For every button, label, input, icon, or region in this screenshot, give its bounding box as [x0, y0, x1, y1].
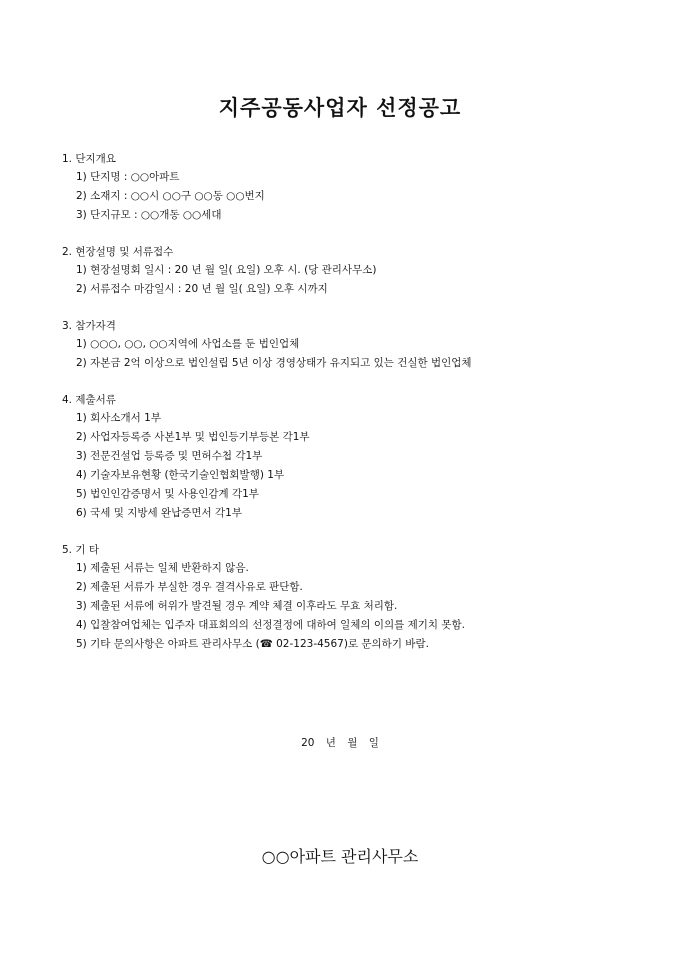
issuer-name: ○○아파트 관리사무소 — [261, 847, 419, 866]
page-title: 지주공동사업자 선정공고 — [218, 96, 462, 120]
list-item: 5) 기타 문의사항은 아파트 관리사무소 (☎ 02-123-4567)로 문의하기 바람. — [76, 638, 429, 650]
section-complex-overview — [62, 150, 642, 225]
list-item: 3) 제출된 서류에 허위가 발견될 경우 계약 체결 이후라도 무효 처리함. — [76, 600, 398, 612]
list-item: 3) 전문건설업 등록증 및 면허수첩 각1부 — [76, 450, 263, 462]
list-item: 4) 기술자보유현황 (한국기술인협회발행) 1부 — [76, 469, 285, 481]
section-heading: 1. 단지개요 — [62, 153, 116, 165]
section-required-documents — [62, 391, 642, 523]
list-item: 6) 국세 및 지방세 완납증면서 각1부 — [76, 507, 243, 519]
list-item: 2) 서류접수 마감일시 : 20 년 월 일( 요일) 오후 시까지 — [76, 283, 328, 295]
list-item: 2) 제출된 서류가 부실한 경우 결격사유로 판단함. — [76, 581, 303, 593]
list-item: 2) 자본금 2억 이상으로 법인설립 5년 이상 경영상태가 유지되고 있는 건실한 법인업체 — [76, 357, 472, 369]
list-item: 2) 소재지 : ○○시 ○○구 ○○동 ○○번지 — [76, 190, 265, 202]
section-heading: 2. 현장설명 및 서류접수 — [62, 246, 174, 258]
list-item: 4) 입찰참여업체는 입주자 대표회의의 선정결정에 대하여 일체의 이의를 제기치 못함. — [76, 619, 466, 631]
section-other — [62, 541, 642, 654]
notice-body — [62, 150, 642, 672]
list-item: 1) 단지명 : ○○아파트 — [76, 171, 180, 183]
list-item: 5) 법인인감증명서 및 사용인감계 각1부 — [76, 488, 259, 500]
list-item: 2) 사업자등록증 사본1부 및 법인등기부등본 각1부 — [76, 431, 310, 443]
section-eligibility — [62, 317, 642, 373]
section-heading: 4. 제출서류 — [62, 394, 116, 406]
section-site-briefing — [62, 243, 642, 299]
list-item: 1) 회사소개서 1부 — [76, 412, 161, 424]
section-heading: 3. 참가자격 — [62, 320, 116, 332]
list-item: 1) 현장설명회 일시 : 20 년 월 일( 요일) 오후 시. (당 관리사무소) — [76, 264, 377, 276]
list-item: 1) ○○○, ○○, ○○지역에 사업소를 둔 법인업체 — [76, 338, 300, 350]
list-item: 3) 단지규모 : ○○개동 ○○세대 — [76, 209, 222, 221]
section-heading: 5. 기 타 — [62, 544, 99, 556]
notice-date: 20 년 월 일 — [301, 737, 379, 749]
list-item: 1) 제출된 서류는 일체 반환하지 않음. — [76, 562, 249, 574]
